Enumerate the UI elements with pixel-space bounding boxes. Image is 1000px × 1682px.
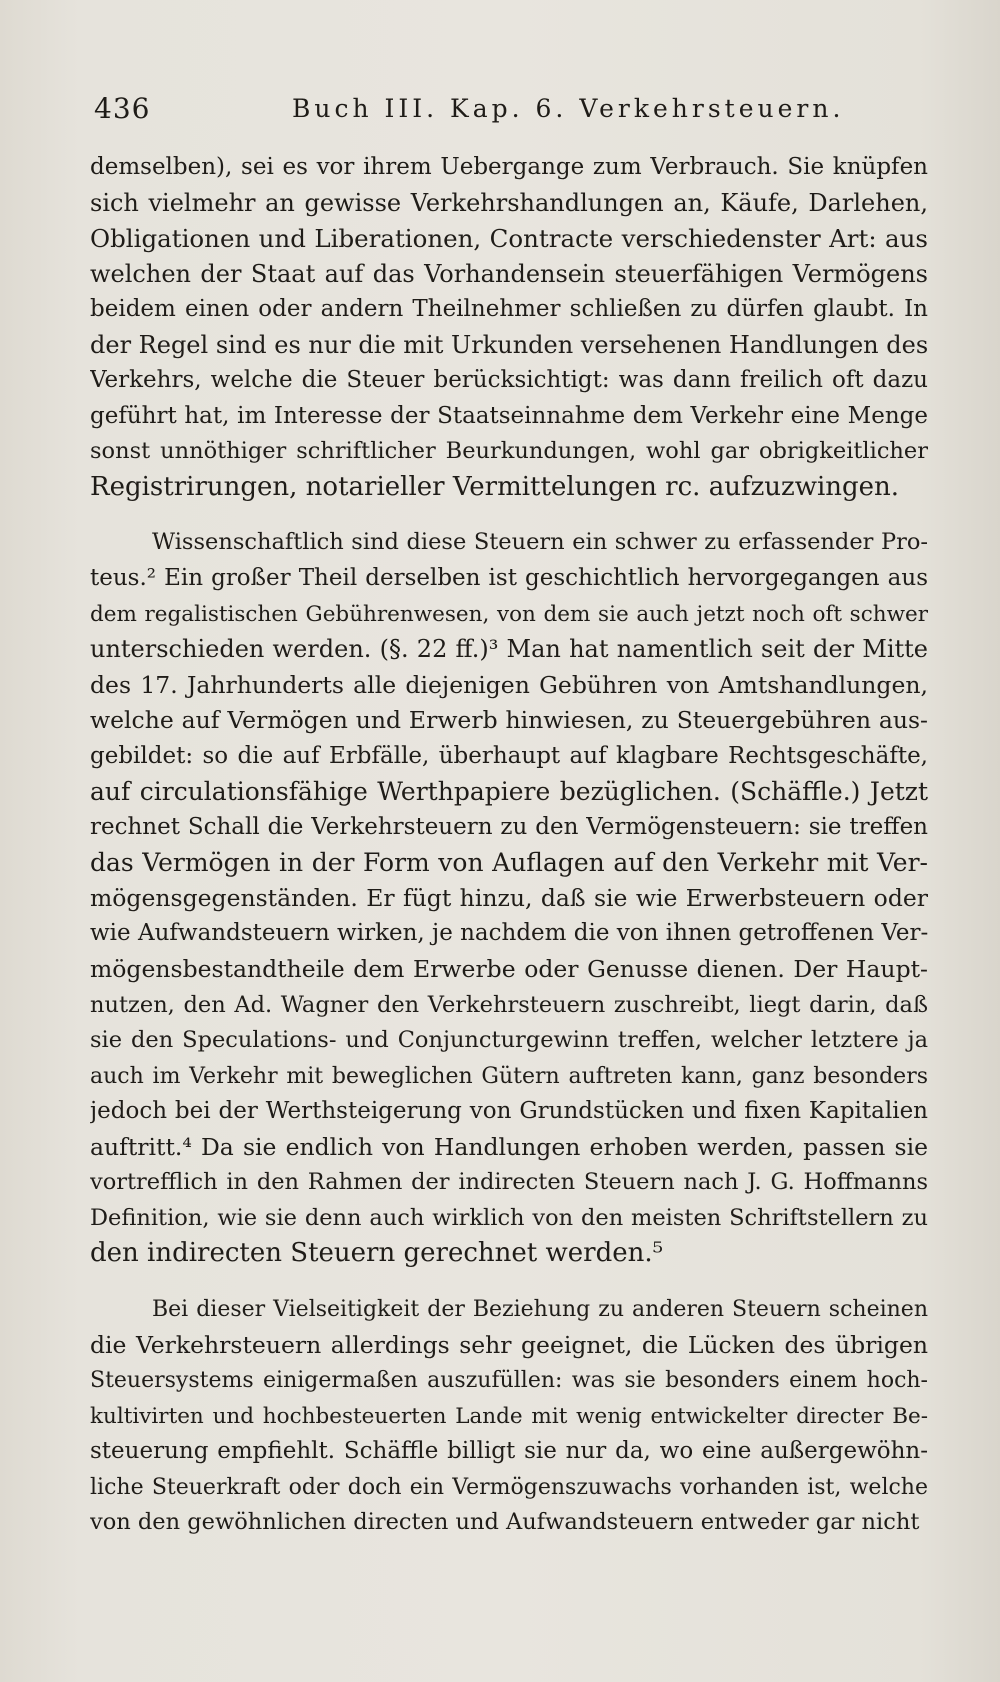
paragraph — [90, 150, 928, 505]
text-line: Steuersystems einigermaßen auszufüllen: was sie besonders einem hoch- — [90, 1368, 928, 1394]
text-line: kultivirten und hochbesteuerten Lande mit wenig entwickelter directer Be- — [90, 1403, 928, 1429]
text-line: Obligationen und Liberationen, Contracte verschiedenster Art: aus — [90, 224, 928, 254]
text-line: dem regalistischen Gebührenwesen, von dem sie auch jetzt noch oft schwer — [90, 601, 928, 627]
page-header — [92, 92, 932, 132]
text-line: die Verkehrsteuern allerdings sehr geeignet, die Lücken des übrigen — [90, 1330, 928, 1359]
text-line: sich vielmehr an gewisse Verkehrshandlungen an, Käufe, Darlehen, — [90, 188, 928, 217]
text-line: beidem einen oder andern Theilnehmer schließen zu dürfen glaubt. In — [90, 296, 928, 323]
text-line: auf circulationsfähige Werthpapiere bezüglichen. (Schäffle.) Jetzt — [90, 777, 928, 807]
paragraph — [90, 1292, 928, 1541]
text-line: teus.² Ein großer Theil derselben ist geschichtlich hervorgegangen aus — [90, 565, 928, 592]
text-line: mögensgegenständen. Er fügt hinzu, daß sie wie Erwerbsteuern oder — [90, 883, 928, 912]
text-line: jedoch bei der Werthsteigerung von Grundstücken und fixen Kapitalien — [90, 1098, 928, 1125]
paragraph-gap — [90, 1272, 928, 1292]
text-line: Wissenschaftlich sind diese Steuern ein schwer zu erfassender Pro- — [152, 529, 928, 556]
text-line: geführt hat, im Interesse der Staatseinnahme dem Verkehr eine Menge — [90, 402, 928, 429]
text-line: liche Steuerkraft oder doch ein Vermögenszuwachs vorhanden ist, welche — [90, 1474, 928, 1500]
text-line: vortrefflich in den Rahmen der indirecten Steuern nach J. G. Hoffmanns — [90, 1169, 928, 1196]
text-line: unterschieden werden. (§. 22 ff.)³ Man hat namentlich seit der Mitte — [90, 635, 928, 664]
text-line: auftritt.⁴ Da sie endlich von Handlungen erhoben werden, passen sie — [90, 1132, 928, 1161]
text-line: von den gewöhnlichen directen und Aufwandsteuern entweder gar nicht — [90, 1509, 920, 1536]
text-line: Verkehrs, welche die Steuer berücksichtigt: was dann freilich oft dazu — [90, 367, 928, 394]
text-line: gebildet: so die auf Erbfälle, überhaupt auf klagbare Rechtsgeschäfte, — [90, 742, 928, 769]
text-line: mögensbestandtheile dem Erwerbe oder Genusse dienen. Der Haupt- — [90, 955, 928, 984]
text-line: sonst unnöthiger schriftlicher Beurkundungen, wohl gar obrigkeitlicher — [90, 438, 928, 465]
text-line: steuerung empfiehlt. Schäffle billigt sie nur da, wo eine außergewöhn- — [90, 1438, 928, 1465]
text-line: das Vermögen in der Form von Auflagen auf den Verkehr mit Ver- — [90, 848, 928, 878]
text-line: welche auf Vermögen und Erwerb hinwiesen, zu Steuergebühren aus- — [90, 706, 928, 735]
text-line: den indirecten Steuern gerechnet werden.⁵ — [90, 1238, 664, 1269]
text-line: nutzen, den Ad. Wagner den Verkehrsteuern zuschreibt, liegt darin, daß — [90, 991, 928, 1018]
page-number: 436 — [94, 92, 151, 125]
text-line: Bei dieser Vielseitigkeit der Beziehung zu anderen Steuern scheinen — [152, 1296, 928, 1322]
text-line: Registrirungen, notarieller Vermittelungen rc. aufzuzwingen. — [90, 471, 900, 502]
text-line: sie den Speculations- und Conjuncturgewinn treffen, welcher letztere ja — [90, 1027, 928, 1054]
text-line: auch im Verkehr mit beweglichen Gütern auftreten kann, ganz besonders — [90, 1063, 928, 1089]
running-head: Buch III. Kap. 6. Verkehrsteuern. — [292, 94, 845, 123]
text-line: welchen der Staat auf das Vorhandensein steuerfähigen Vermögens — [90, 259, 928, 288]
text-line: des 17. Jahrhunderts alle diejenigen Gebühren von Amtshandlungen, — [90, 670, 928, 699]
body-text — [90, 150, 928, 1541]
text-line: der Regel sind es nur die mit Urkunden versehenen Handlungen des — [90, 330, 928, 359]
text-line: Definition, wie sie denn auch wirklich von den meisten Schriftstellern zu — [90, 1204, 928, 1231]
text-line: wie Aufwandsteuern wirken, je nachdem die von ihnen getroffenen Ver- — [90, 920, 928, 947]
text-line: rechnet Schall die Verkehrsteuern zu den Vermögensteuern: sie treffen — [90, 813, 928, 840]
paragraph — [90, 525, 928, 1271]
text-line: demselben), sei es vor ihrem Uebergange zum Verbrauch. Sie knüpfen — [90, 154, 928, 180]
paragraph-gap — [90, 505, 928, 525]
